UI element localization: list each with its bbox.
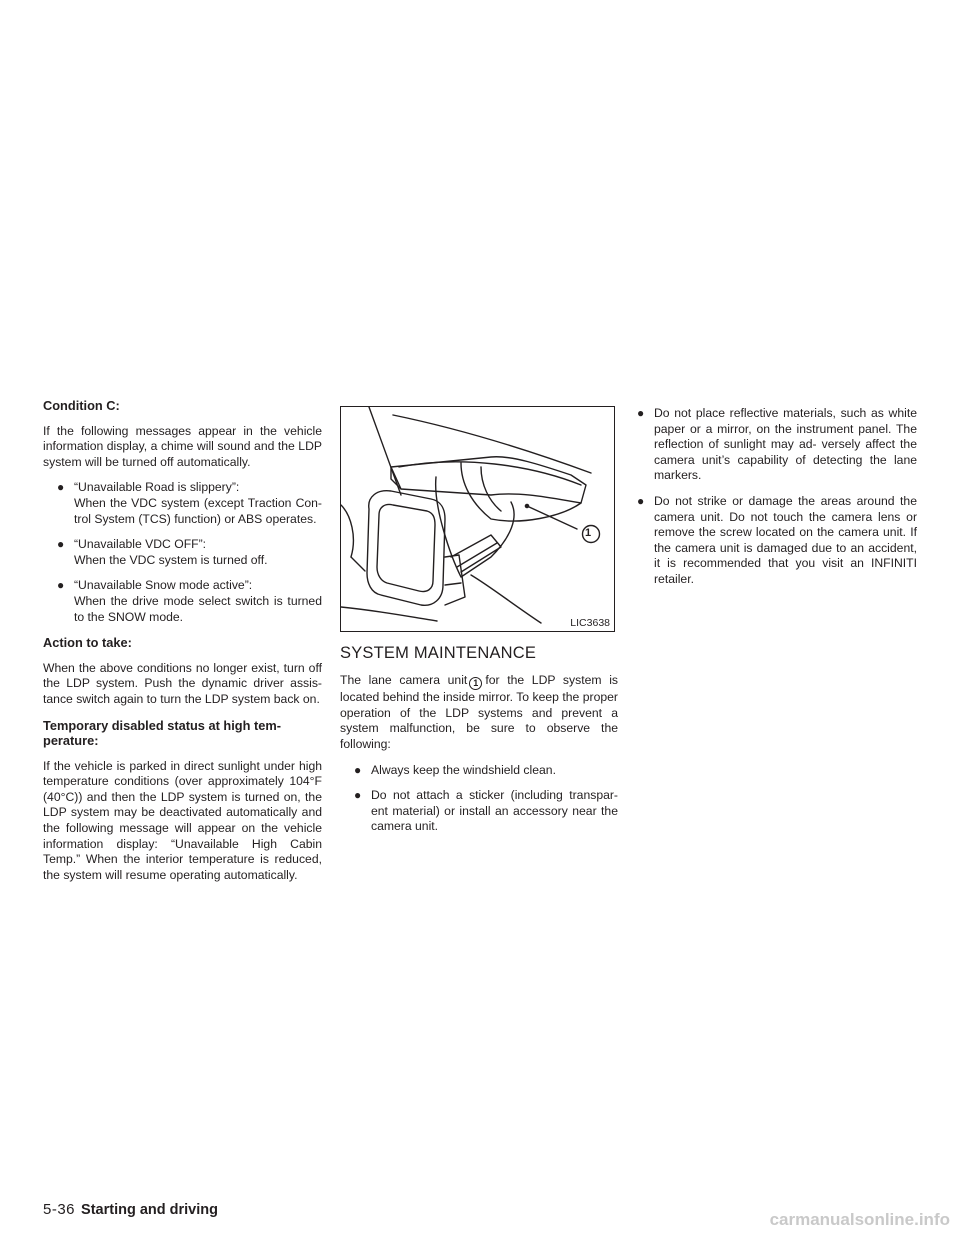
action-heading: Action to take: <box>43 635 132 651</box>
maintenance-bullet-reflective <box>637 406 917 484</box>
callout-1-icon: 1 <box>469 677 482 690</box>
bullet-icon: ● <box>57 480 65 495</box>
temp-text: If the vehicle is parked in direct sunlight under high temperature conditions (over approximately 104°F (40°C)) and then the LDP system is turned on, the LDP system may be deactivated automatically and the following message will appear on the vehicle information display: “Unavailable High Cabin Temp.” When the interior temperature is reduced, the system will resume operating automatically. <box>43 758 322 882</box>
figure-callout-1: 1 <box>585 527 592 539</box>
page-number: 5-36 <box>43 1201 76 1218</box>
bullet-text: When the VDC system (except Traction Con- trol System (TCS) function) or ABS operates. <box>74 495 322 526</box>
camera-unit-figure <box>340 406 615 632</box>
maintenance-intro <box>340 673 618 753</box>
bullet-text: When the drive mode select switch is turned to the SNOW mode. <box>74 593 322 624</box>
intro-before: The lane camera unit <box>340 673 468 687</box>
bullet-text: Always keep the windshield clean. <box>371 762 556 777</box>
bullet-title: “Unavailable VDC OFF”: <box>74 537 207 552</box>
maintenance-bullet-windshield <box>340 763 618 779</box>
figure-id: LIC3638 <box>570 617 610 629</box>
bullet-icon: ● <box>354 788 362 803</box>
action-text: When the above conditions no longer exist, turn off the LDP system. Push the dynamic driver assis- tance switch again to turn the LDP system back on. <box>43 660 322 706</box>
bullet-text: Do not strike or damage the areas around the camera unit. Do not touch the camera lens or remove the screw located on the camera unit. If the camera unit is damaged due to an accident, it is recommended that you visit an INFINITI retailer. <box>654 493 917 586</box>
bullet-icon: ● <box>637 493 645 508</box>
section-title: SYSTEM MAINTENANCE <box>340 644 537 662</box>
right-column <box>637 406 917 598</box>
condition-c-heading: Condition C: <box>43 398 120 413</box>
bullet-text: Do not place reflective materials, such as white paper or a mirror, on the instrument panel. The reflection of sunlight may ad- versely affect the camera unit’s capability of detecting the lane markers. <box>654 406 917 483</box>
bullet-icon: ● <box>354 762 362 777</box>
middle-column <box>340 400 618 845</box>
watermark: carmanualsonline.info <box>769 1210 950 1229</box>
maintenance-bullet-sticker <box>340 788 618 835</box>
left-column <box>43 398 322 883</box>
page-footer <box>43 1201 218 1218</box>
chapter-title: Starting and driving <box>81 1202 218 1218</box>
intro-after: for the LDP system is located behind the inside mirror. To keep the proper operation of the LDP systems and prevent a system malfunction, be sure to observe the following: <box>340 673 618 752</box>
inside-mirror-illustration <box>341 407 613 630</box>
condition-bullet-vdc-off <box>43 537 322 568</box>
condition-c-intro: If the following messages appear in the vehicle information display, a chime will sound and the LDP system will be turned off automatically. <box>43 423 322 469</box>
bullet-text: When the VDC system is turned off. <box>74 552 268 567</box>
maintenance-bullet-damage <box>637 494 917 588</box>
bullet-icon: ● <box>57 578 65 593</box>
bullet-text: Do not attach a sticker (including transpar- ent material) or install an accessory near the camera unit. <box>371 788 618 834</box>
bullet-icon: ● <box>637 406 645 420</box>
condition-bullet-slippery <box>43 480 322 527</box>
bullet-title: “Unavailable Road is slippery”: <box>74 480 240 495</box>
bullet-title: “Unavailable Snow mode active”: <box>74 578 253 593</box>
temp-heading: Temporary disabled status at high tem- perature: <box>43 717 281 749</box>
condition-bullet-snow <box>43 578 322 625</box>
bullet-icon: ● <box>57 537 65 552</box>
